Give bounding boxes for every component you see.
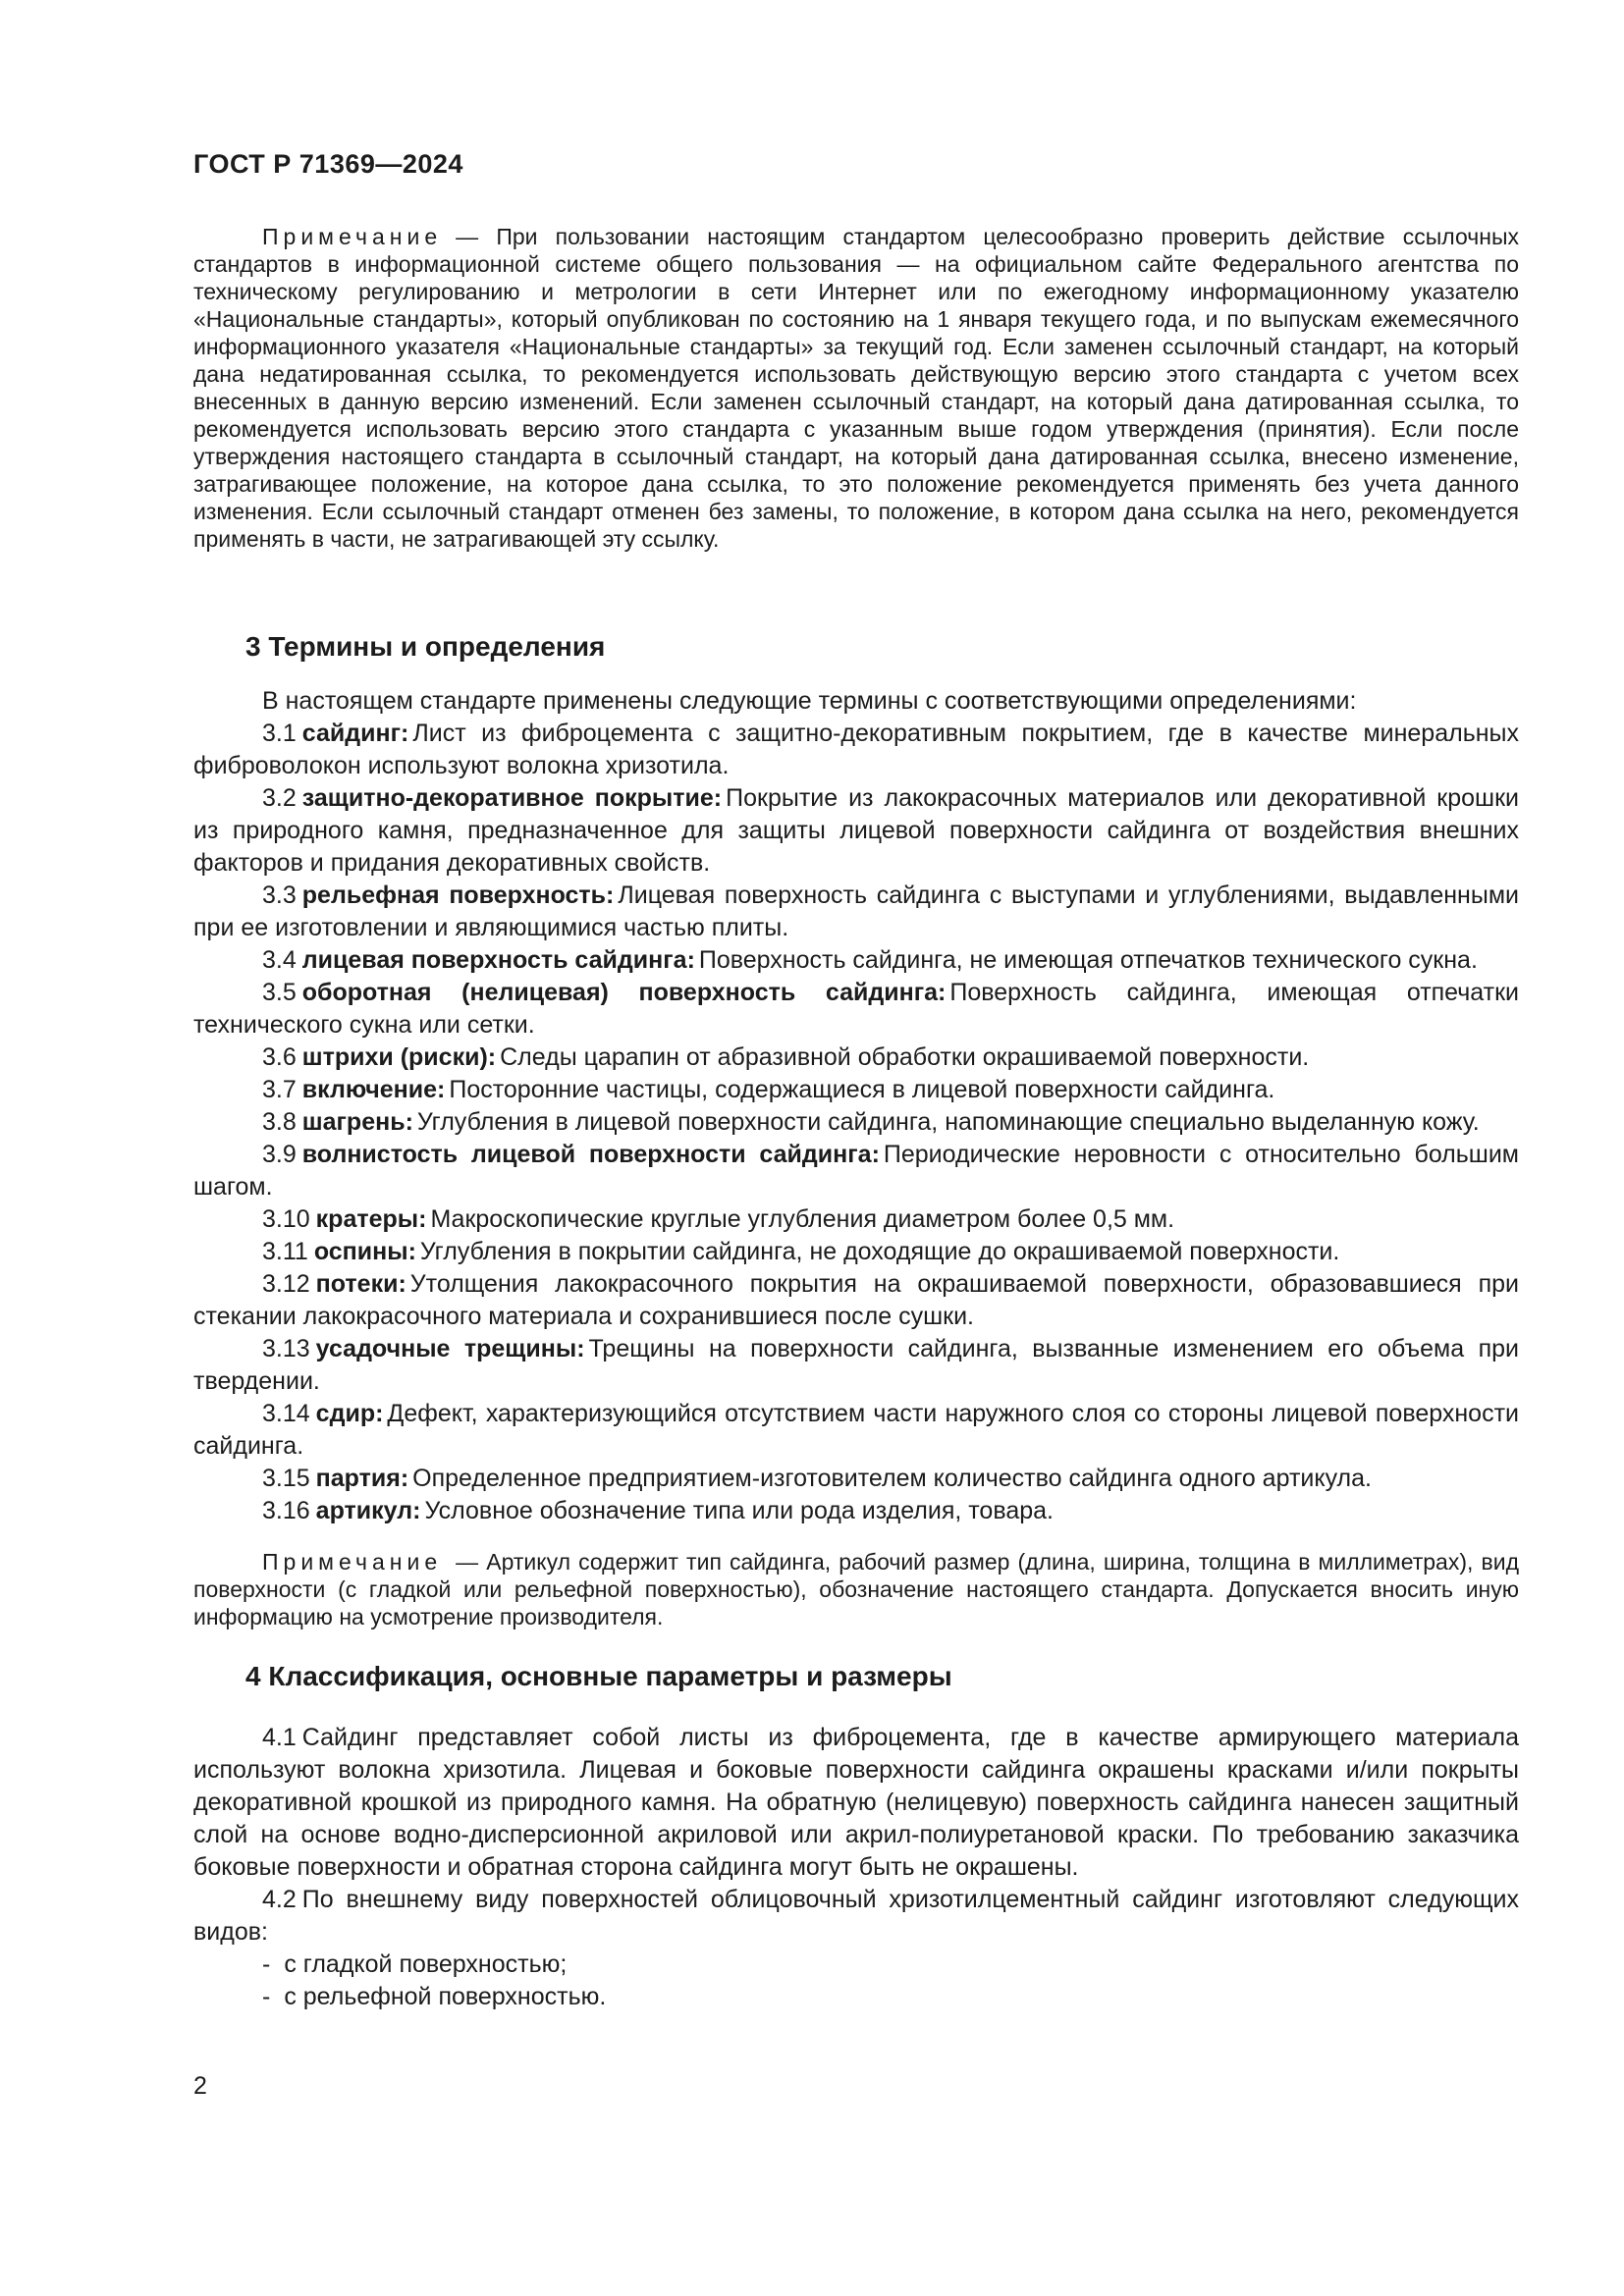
term-name: кратеры: xyxy=(315,1205,427,1233)
note-label: Примечание xyxy=(262,1549,443,1575)
term-definition: Лицевая поверхность сайдинга с выступами и углублениями, выдавленными при ее изготовлении и являющимися частью плиты. xyxy=(193,881,1519,941)
list-item-smooth xyxy=(193,1949,1519,1981)
section-3-heading: 3 Термины и определения xyxy=(245,631,606,662)
list-item-text: с гладкой поверхностью; xyxy=(284,1950,568,1978)
term-name: включение: xyxy=(301,1076,446,1103)
note-text: — Артикул содержит тип сайдинга, рабочий размер (длина, ширина, толщина в миллиметрах), вид поверхности (с гладкой или рельефной поверхностью), обозначение настоящего стандарта. Допускается вносить иную информацию на усмотрение производителя. xyxy=(193,1549,1519,1629)
term-3-9 xyxy=(193,1139,1519,1203)
term-name: оспины: xyxy=(313,1238,416,1265)
term-name: оборотная (нелицевая) поверхность сайдинга: xyxy=(301,979,947,1006)
term-definition: Периодические неровности с относительно большим шагом. xyxy=(193,1141,1519,1201)
term-number: 3.12 xyxy=(262,1270,310,1298)
term-definition: Утолщения лакокрасочного покрытия на окрашиваемой поверхности, образовавшиеся при стекании лакокрасочного материала и сохранившиеся после сушки. xyxy=(193,1270,1519,1330)
standard-designation-header: ГОСТ Р 71369—2024 xyxy=(193,149,463,179)
term-number: 3.4 xyxy=(262,946,297,974)
term-3-8 xyxy=(193,1106,1519,1139)
term-3-12 xyxy=(193,1268,1519,1333)
term-3-7 xyxy=(193,1074,1519,1106)
term-definition: Углубления в лицевой поверхности сайдинга, напоминающие специально выделанную кожу. xyxy=(416,1108,1480,1136)
paragraph-number: 4.2 xyxy=(262,1886,297,1913)
section-4-heading: 4 Классификация, основные параметры и размеры xyxy=(245,1661,952,1691)
term-definition: Покрытие из лакокрасочных материалов или декоративной крошки из природного камня, предназначенное для защиты лицевой поверхности сайдинга от воздействия внешних факторов и придания декоративных свойств. xyxy=(193,784,1519,877)
term-name: шагрень: xyxy=(301,1108,413,1136)
term-number: 3.14 xyxy=(262,1400,310,1427)
term-number: 3.11 xyxy=(262,1238,308,1265)
term-number: 3.10 xyxy=(262,1205,310,1233)
paragraph-text: По внешнему виду поверхностей облицовочный хризотилцементный сайдинг изготовляют следующих видов: xyxy=(193,1886,1519,1946)
term-definition: Дефект, характеризующийся отсутствием части наружного слоя со стороны лицевой поверхности сайдинга. xyxy=(193,1400,1519,1460)
term-definition: Следы царапин от абразивной обработки окрашиваемой поверхности. xyxy=(500,1043,1310,1071)
term-name: рельефная поверхность: xyxy=(301,881,615,909)
term-number: 3.9 xyxy=(262,1141,297,1168)
term-name: потеки: xyxy=(315,1270,406,1298)
paragraph-number: 4.1 xyxy=(262,1724,297,1751)
term-3-1 xyxy=(193,718,1519,782)
term-3-16 xyxy=(193,1495,1519,1527)
term-3-2 xyxy=(193,782,1519,880)
terms-intro: В настоящем стандарте применены следующие термины с соответствующими определениями: xyxy=(262,687,1357,715)
term-3-15 xyxy=(193,1463,1519,1495)
term-number: 3.5 xyxy=(262,979,297,1006)
note-label: Примечание xyxy=(262,224,443,249)
term-definition: Поверхность сайдинга, имеющая отпечатки технического сукна или сетки. xyxy=(193,979,1519,1039)
term-definition: Лист из фиброцемента с защитно-декоративным покрытием, где в качестве минеральных фиброволокон используют волокна хризотила. xyxy=(193,720,1519,779)
term-name: волнистость лицевой поверхности сайдинга: xyxy=(301,1141,880,1168)
term-number: 3.7 xyxy=(262,1076,297,1103)
page-number: 2 xyxy=(193,2072,207,2100)
term-name: защитно-декоративное покрытие: xyxy=(301,784,723,812)
term-3-11 xyxy=(193,1236,1519,1268)
note-text: — При пользовании настоящим стандартом целесообразно проверить действие ссылочных стандартов в информационной системе общего пользования — на официальном сайте Федерального агентства по техническому регулированию и метрологии в сети Интернет или по ежегодному информационному указателю «Национальные стандарты», который опубликован по состоянию на 1 января текущего года, и по выпускам ежемесячного информационного указателя «Национальные стандарты» за текущий год. Если заменен ссылочный стандарт, на который дана недатированная ссылка, то рекомендуется использовать действующую версию этого стандарта с учетом всех внесенных в данную версию изменений. Если заменен ссылочный стандарт, на который дана датированная ссылка, то рекомендуется использовать версию этого стандарта с указанным выше годом утверждения (принятия). Если после утверждения настоящего стандарта в ссылочный стандарт, на который дана датированная ссылка, внесено изменение, затрагивающее положение, на которое дана ссылка, то это положение рекомендуется применять без учета данного изменения. Если ссылочный стандарт отменен без замены, то положение, в котором дана ссылка на него, рекомендуется применять в части, не затрагивающей эту ссылку. xyxy=(193,224,1519,552)
term-definition: Условное обозначение типа или рода изделия, товара. xyxy=(424,1497,1054,1524)
term-definition: Трещины на поверхности сайдинга, вызванные изменением его объема при твердении. xyxy=(193,1335,1519,1395)
paragraph-4-1 xyxy=(193,1722,1519,1884)
term-3-10 xyxy=(193,1203,1519,1236)
term-name: сдир: xyxy=(315,1400,384,1427)
term-3-4 xyxy=(193,944,1519,977)
list-dash: - xyxy=(262,1950,271,1978)
term-name: усадочные трещины: xyxy=(315,1335,585,1362)
term-name: лицевая поверхность сайдинга: xyxy=(301,946,695,974)
term-definition: Определенное предприятием-изготовителем количество сайдинга одного артикула. xyxy=(412,1465,1372,1492)
term-number: 3.2 xyxy=(262,784,297,812)
term-3-6 xyxy=(193,1041,1519,1074)
list-item-relief xyxy=(193,1981,1519,2013)
term-number: 3.16 xyxy=(262,1497,310,1524)
term-definition: Макроскопические круглые углубления диаметром более 0,5 мм. xyxy=(430,1205,1175,1233)
note-references xyxy=(193,223,1519,553)
list-dash: - xyxy=(262,1983,271,2010)
term-definition: Поверхность сайдинга, не имеющая отпечатков технического сукна. xyxy=(698,946,1478,974)
term-name: артикул: xyxy=(315,1497,421,1524)
term-definition: Посторонние частицы, содержащиеся в лицевой поверхности сайдинга. xyxy=(449,1076,1275,1103)
term-name: штрихи (риски): xyxy=(301,1043,497,1071)
list-item-text: с рельефной поверхностью. xyxy=(284,1983,607,2010)
term-name: партия: xyxy=(315,1465,409,1492)
term-name: сайдинг: xyxy=(301,720,409,747)
term-number: 3.13 xyxy=(262,1335,310,1362)
paragraph-text: Сайдинг представляет собой листы из фиброцемента, где в качестве армирующего материала используют волокна хризотила. Лицевая и боковые поверхности сайдинга окрашены красками и/или покрыты декоративной крошкой из природного камня. На обратную (нелицевую) поверхность сайдинга нанесен защитный слой на основе водно-дисперсионной акриловой или акрил-полиуретановой краски. По требованию заказчика боковые поверхности и обратная сторона сайдинга могут быть не окрашены. xyxy=(193,1724,1519,1881)
term-3-5 xyxy=(193,977,1519,1041)
term-definition: Углубления в покрытии сайдинга, не доходящие до окрашиваемой поверхности. xyxy=(419,1238,1340,1265)
term-number: 3.6 xyxy=(262,1043,297,1071)
term-number: 3.15 xyxy=(262,1465,310,1492)
page-content xyxy=(193,0,1519,2013)
term-3-13 xyxy=(193,1333,1519,1398)
paragraph-4-2 xyxy=(193,1884,1519,1949)
term-number: 3.1 xyxy=(262,720,297,747)
term-3-3 xyxy=(193,880,1519,944)
note-article xyxy=(193,1548,1519,1630)
term-number: 3.3 xyxy=(262,881,297,909)
term-number: 3.8 xyxy=(262,1108,297,1136)
term-3-14 xyxy=(193,1398,1519,1463)
